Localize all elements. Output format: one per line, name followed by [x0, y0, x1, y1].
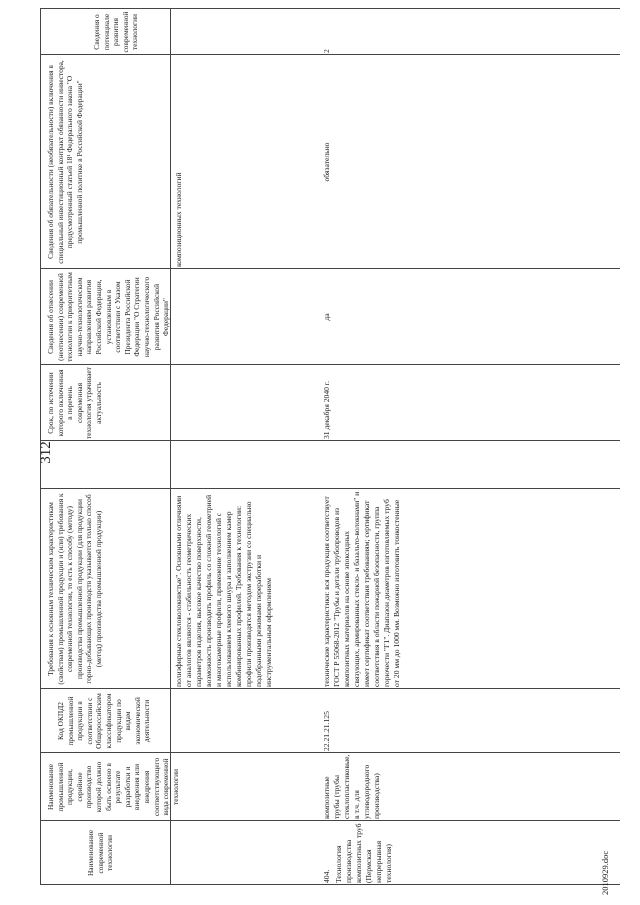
header-product-name: Наименование промышленной продукции, серийное производство которой должно быть освоено в результате разработки и внедрения или внедрения соответствующего вида современной технологии [46, 757, 180, 817]
col-border [40, 488, 620, 489]
row-priority: да [322, 313, 331, 321]
col-border [40, 440, 620, 441]
header-okpd2-code: Код ОКПД2 промышленной продукции в соответствии с Общероссийским классификатором продукции по видам экономической деятельности [56, 693, 152, 749]
header-technology-name: Наименование современной технологии [86, 829, 115, 877]
header-priority-directions: Сведения об отнесении (неотнесении) современной технологии к приоритетным научно-технологическим направлениям развития Российской Федерации, установленным в соответствии с Указом Президента Российской Федерации "О Стратегии научно-технологического развития Российской Федерации" [46, 272, 171, 362]
col-border [40, 54, 620, 55]
row-contract-obligation: обязательно [322, 142, 331, 182]
row-group: 2 [322, 49, 331, 53]
technology-table [40, 9, 620, 885]
col-border [40, 8, 620, 9]
col-border [40, 884, 620, 885]
col-border [40, 364, 620, 365]
col-border [40, 688, 620, 689]
col-border [40, 268, 620, 269]
header-development-potential: Сведения о потенциале развития современной технологии [92, 11, 140, 53]
header-relevance-term: Срок, по истечении которого включенная в перечень современная технология утрачивает актуальность [46, 367, 103, 439]
col-border [40, 820, 620, 821]
cont-requirements: полиэфирные стекловолокнистые". Основными отличиями от аналогов являются - стабильность геометрических параметров изделия, высокое качество поверхности, возможность производить профиль со сложной геометрией и многокамерные профили, применение технологий с использованием клеевого шнура и заполнением камер комбинированных профилей. Требования к технологии: профили производятся методом экструзии со специально подобранными режимами переработки и инструментальным оформлением [174, 494, 273, 687]
header-investment-contract: Сведения об обязательности (необязательности) включения в специальный инвестиционный контракт обязанности инвестора, предусмотренный статьей 18¹ Федерального закона "О промышленной политике в Российской Федерации" [46, 60, 84, 264]
row-border [170, 9, 171, 885]
row-requirements: технические характеристики: вся продукция соответствует ГОСТ Р 55068-2012 "Трубы и детали трубопроводов из композитных материалов на основе эпоксидных связующих, армированных стекло- и базальто-волокнами" и имеет сертификат соответствия требованиям; сертификат соответствия в области пожарной безопасности, группа горючести "Г1". Диапазон диаметров изготовляемых труб от 20 мм до 1000 мм. Возможно изготовить тонкостенные [322, 491, 401, 687]
row-relevance-term: 31 декабря 2040 г. [322, 381, 331, 439]
page-number: 312 [38, 441, 54, 464]
row-technology-name: Технология производства композитных труб (Пермская непрерывная технология) [334, 823, 393, 883]
col-border [40, 752, 620, 753]
row-product-name: композитные трубы (трубы стеклопластиковые, в т.ч. для углеводородного производства) [322, 754, 381, 819]
cont-potential: композиционных технологий [174, 172, 183, 267]
row-border [40, 9, 41, 885]
row-okpd2-code: 22.21.21.125 [322, 711, 331, 751]
footer-filename: 2010929.doc [600, 850, 610, 895]
row-number: 404. [322, 869, 331, 883]
header-requirements: Требования к основным техническим характеристикам (свойствам) промышленной продукции и (или) требования к современной технологии, то есть к способу (методу) производства промышленной продукции (для продукции горно-добывающих производств указывается только способ (метод) производства промышленной продукции) [46, 493, 103, 685]
